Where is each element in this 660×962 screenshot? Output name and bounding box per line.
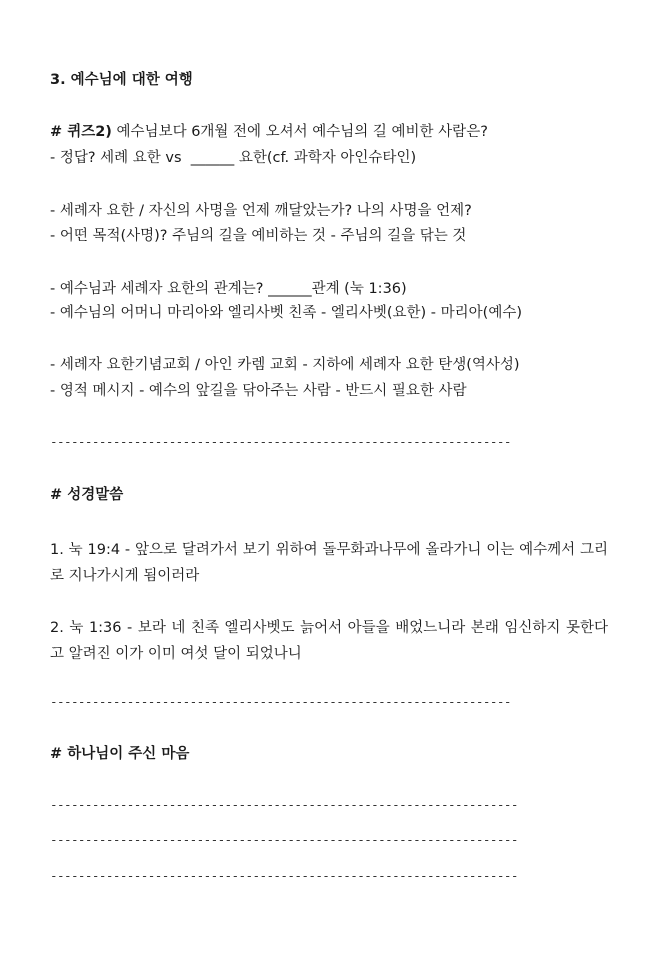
quiz-question: 예수님보다 6개월 전에 오셔서 예수님의 길 예비한 사람은?	[111, 124, 488, 140]
separator-1: ------------------------------------------------------------------	[50, 434, 511, 449]
family-line: - 예수님의 어머니 마리아와 엘리사벳 친족 - 엘리사벳(요한) - 마리아(예수)	[50, 305, 523, 321]
writing-line-2: -------------------------------------------------------------------	[50, 832, 518, 847]
church-line: - 세례자 요한기념교회 / 아인 카렘 교회 - 지하에 세례자 요한 탄생(역사성)	[50, 357, 520, 373]
section3-heading: 3. 예수님에 대한 여행	[50, 72, 193, 88]
scripture-heading: # 성경말씀	[50, 487, 124, 503]
verse-2: 2. 눅 1:36 - 보라 네 친족 엘리사벳도 늙어서 아들을 배었느니라 본래 임신하지 못한다고 알려진 이가 이미 여섯 달이 되었나니	[50, 620, 608, 662]
writing-line-3: -------------------------------------------------------------------	[50, 868, 518, 883]
relation-line: - 예수님과 세례자 요한의 관계는? ______관계 (눅 1:36)	[50, 281, 407, 297]
mission-line: - 세례자 요한 / 자신의 사명을 언제 깨달았는가? 나의 사명을 언제?	[50, 203, 472, 219]
message-line: - 영적 메시지 - 예수의 앞길을 닦아주는 사람 - 반드시 필요한 사람	[50, 383, 467, 399]
answer-line: - 정답? 세례 요한 vs ______ 요한(cf. 과학자 아인슈타인)	[50, 150, 417, 166]
separator-2: ------------------------------------------------------------------	[50, 694, 511, 709]
verse-1: 1. 눅 19:4 - 앞으로 달려가서 보기 위하여 돌무화과나무에 올라가니 이는 예수께서 그리로 지나가시게 됨이러라	[50, 542, 608, 584]
writing-line-1: -------------------------------------------------------------------	[50, 797, 518, 812]
heart-heading: # 하나님이 주신 마음	[50, 746, 190, 762]
quiz-line	[50, 122, 488, 142]
purpose-line: - 어떤 목적(사명)? 주님의 길을 예비하는 것 - 주님의 길을 닦는 것	[50, 228, 467, 244]
quiz-label: # 퀴즈2)	[50, 124, 112, 140]
